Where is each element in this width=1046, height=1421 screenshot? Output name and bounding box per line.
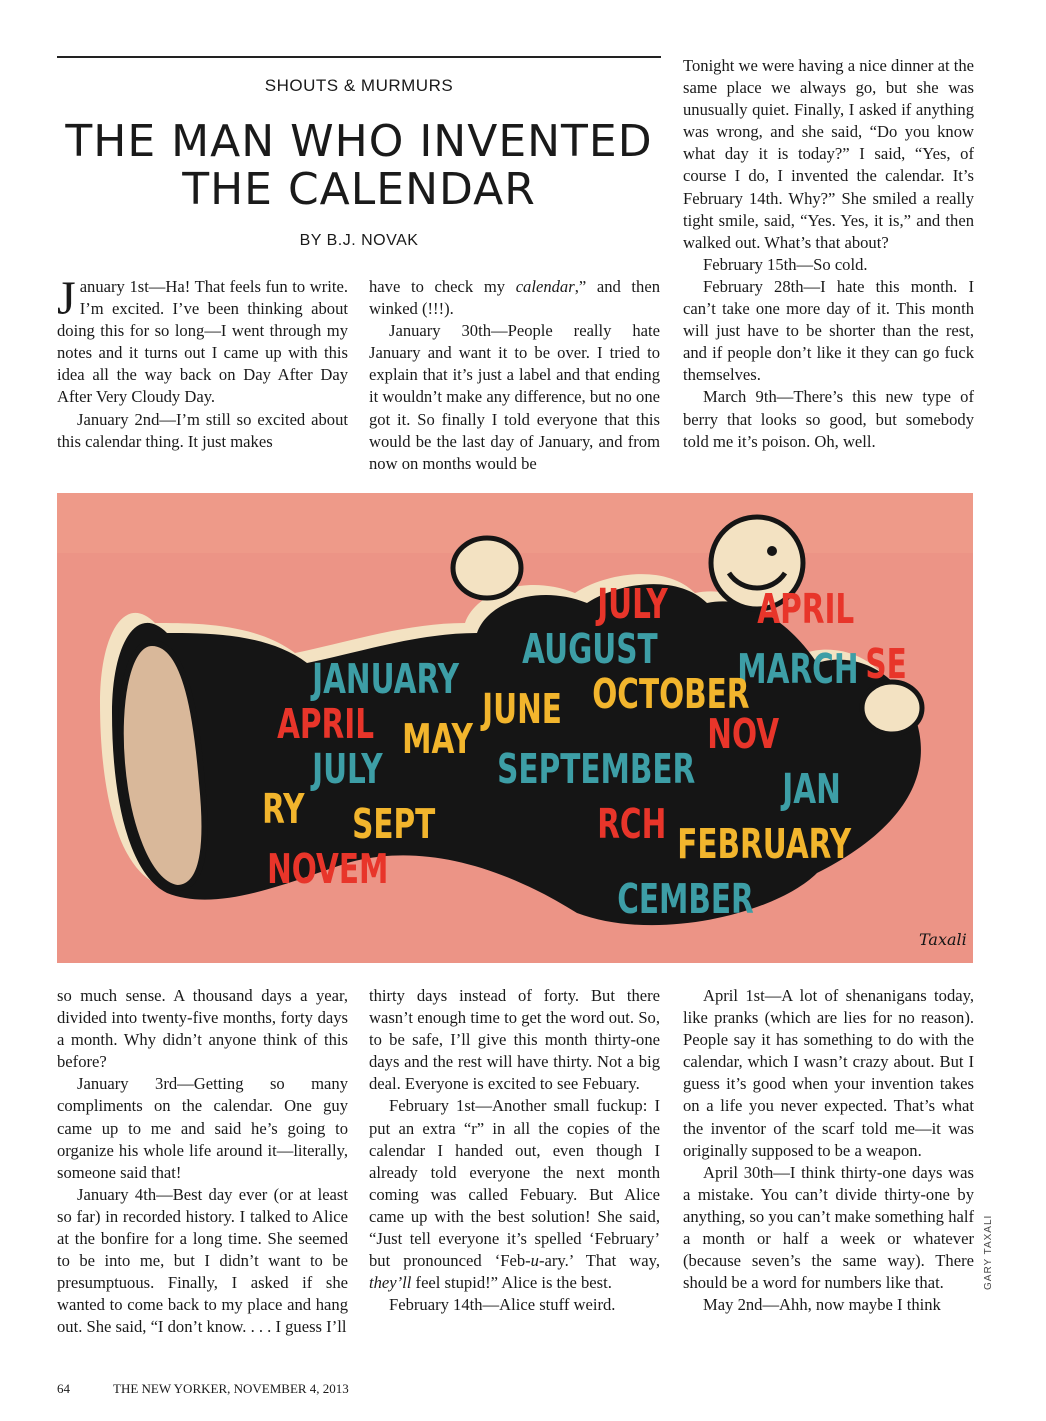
bottom-column-2 <box>369 985 660 1316</box>
month-label: OCTOBER <box>592 671 750 719</box>
month-label: FEBRUARY <box>677 821 852 869</box>
month-label: RCH <box>597 801 667 849</box>
paragraph <box>57 272 348 409</box>
month-label: NOVEM <box>267 846 389 894</box>
month-label: SEPTEMBER <box>497 746 696 794</box>
text-run: -ary.’ That way, <box>538 1251 660 1271</box>
header-rule <box>57 56 661 58</box>
text-run: feel stupid!” Alice is the best. <box>411 1273 612 1293</box>
bottom-column-3 <box>683 985 974 1316</box>
month-label: AUGUST <box>522 626 658 674</box>
drop-cap: J <box>57 272 76 325</box>
title-line-1: THE MAN WHO INVENTED <box>65 116 653 167</box>
month-label: JANUARY <box>312 656 459 704</box>
right-hand <box>862 682 922 734</box>
paragraph: January 2nd—I’m still so excited about this calendar thing. It just makes <box>57 409 348 451</box>
text-run: have to check my <box>369 277 516 296</box>
paragraph: February 14th—Alice stuff weird. <box>389 1295 616 1315</box>
emphasis: u <box>530 1251 539 1271</box>
month-label: MAY <box>402 716 473 764</box>
page-footer <box>57 1381 349 1397</box>
paragraph: February 28th—I hate this month. I can’t take one more day of it. This month will just have to be shorter than the rest, and if people don’t like it they can go fuck themselves. <box>683 276 974 385</box>
month-label: JUNE <box>482 686 562 734</box>
section-kicker: SHOUTS & MURMURS <box>264 76 454 95</box>
emphasis: they’ll <box>369 1273 412 1293</box>
month-label: JULY <box>597 581 668 629</box>
month-label: JAN <box>782 766 841 814</box>
paragraph-text: anuary 1st—Ha! That feels fun to write. I’m excited. I’ve been thinking about doing this for so long—I went through my notes and it turns out I came up with this idea all the way back on Day After Day After Very Cloudy Day. <box>57 277 348 407</box>
month-label: CEMBER <box>617 876 754 924</box>
paragraph: March 9th—There’s this new type of berry that looks so good, but somebody told me it’s poison. Oh, well. <box>683 387 974 451</box>
paragraph: January 3rd—Getting so many compliments on the calendar. One guy came up to me and said he’s going to organize his whole life around it—literally, someone said that! <box>57 1074 348 1182</box>
paragraph: so much sense. A thousand days a year, divided into twenty-five months, forty days a month. Why didn’t anyone think of this before? <box>57 986 348 1072</box>
text-run: ,” and then winked (!!!). <box>369 277 661 319</box>
month-label: MARCH <box>737 646 859 694</box>
month-label: APRIL <box>757 586 855 634</box>
month-label: APRIL <box>277 701 375 749</box>
raised-fist <box>453 538 521 598</box>
emphasis: calendar <box>515 277 575 296</box>
paragraph <box>369 276 660 320</box>
paragraph: thirty days instead of forty. But there wasn’t enough time to get the word out. So, to be safe, I’ll give this month thirty-one days and the rest will have thirty. Not a big deal. Everyone is excited to see Febuary. <box>369 986 660 1094</box>
paragraph: April 1st—A lot of shenanigans today, like pranks (which are lies for no reason). People say it has something to do with the calendar, which I wasn’t crazy about. But I guess it’s good when your invention takes on a life you never expected. That’s what the inventor of the scarf told me—it was originally supposed to be a weapon. <box>683 986 974 1160</box>
month-label: SEPT <box>352 801 436 849</box>
paragraph: January 30th—People really hate January and want it to be over. I tried to explain that it’s just a label and that ending it wouldn’t make any difference, but no one got it. So finally I told everyone that this would be the last day of January, and from now on months would be <box>369 321 660 473</box>
month-label: RY <box>262 786 305 834</box>
month-label: SE <box>865 641 907 689</box>
paragraph: May 2nd—Ahh, now maybe I think <box>703 1295 941 1315</box>
paragraph <box>369 1095 660 1294</box>
top-column-1 <box>57 272 348 453</box>
text-run: February 1st—Another small fuckup: I put an extra “r” in all the copies of the calendar I handed out, even though I already told everyone the next month coming was called Febuary. But Alice came up with the best solution! She said, “Just tell everyone it’s spelled ‘February’ but pronounced ‘Feb- <box>369 1096 660 1271</box>
publication-line: THE NEW YORKER, NOVEMBER 4, 2013 <box>113 1381 349 1396</box>
byline: BY B.J. NOVAK <box>299 232 419 249</box>
top-column-2 <box>369 276 660 475</box>
paragraph: April 30th—I think thirty-one days was a mistake. You can’t divide thirty-one by anything, so you can’t make something half a month or half a week or whatever (because seven’s the same way). There should be a word for numbers like that. <box>683 1162 974 1293</box>
bottom-column-1 <box>57 985 348 1339</box>
calendar-man-illustration <box>57 493 973 963</box>
paragraph: January 4th—Best day ever (or at least so far) in recorded history. I talked to Alice at the bonfire for a long time. She seemed to be into me, but I didn’t want to be presumptuous. Finally, I asked if she wanted to come back to my place and hang out. She said, “I don’t know. . . . I guess I’ll <box>57 1184 348 1337</box>
illustration-credit: GARY TAXALI <box>983 1214 994 1290</box>
background-texture <box>57 493 973 553</box>
title-line-2: THE CALENDAR <box>182 164 536 215</box>
paragraph: February 15th—So cold. <box>703 254 868 274</box>
month-label: JULY <box>312 746 383 794</box>
top-column-3 <box>683 55 974 453</box>
page-number: 64 <box>57 1381 70 1396</box>
month-label: NOV <box>707 711 780 759</box>
artist-signature: Taxali <box>919 930 967 949</box>
eye <box>767 546 777 556</box>
article-title <box>57 118 661 214</box>
paragraph: Tonight we were having a nice dinner at the same place we always go, but she was unusually quiet. Finally, I asked if anything was wrong, and she said, “Do you know what day it is today?” I said, “Yes, of course I do, I invented the calendar. It’s February 14th. Why?” She smiled a really tight smile, said, “Yes. Yes, it is,” and then walked out. What’s that about? <box>683 56 974 252</box>
